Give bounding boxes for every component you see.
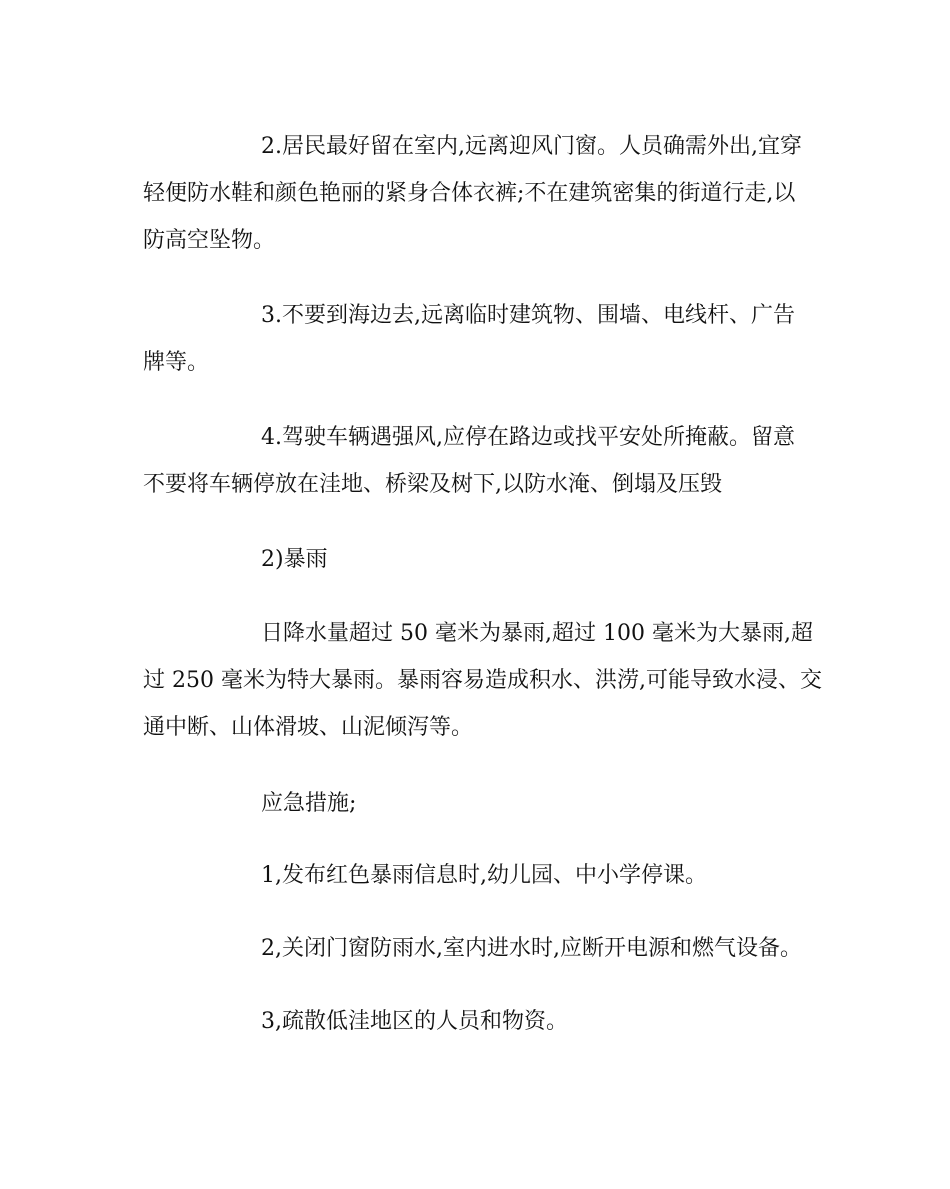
text-line: 4.驾驶车辆遇强风,应停在路边或找平安处所掩蔽。留意 (261, 425, 795, 450)
paragraph-typhoon-item-2 (143, 123, 807, 264)
text-line: 通中断、山体滑坡、山泥倾泻等。 (143, 715, 474, 740)
text-line: 3.不要到海边去,远离临时建筑物、围墙、电线杆、广告 (261, 303, 795, 328)
text-line: 不要将车辆停放在洼地、桥梁及树下,以防水淹、倒塌及压毁 (143, 472, 722, 497)
text-line: 轻便防水鞋和颜色艳丽的紧身合体衣裤;不在建筑密集的街道行走,以 (143, 181, 796, 206)
paragraph-rainstorm-definition (143, 610, 822, 751)
paragraph-measure-3 (143, 998, 807, 1045)
text-line: 2)暴雨 (261, 547, 328, 572)
paragraph-measure-2 (143, 925, 807, 972)
text-line: 2.居民最好留在室内,远离迎风门窗。人员确需外出,宜穿 (261, 134, 802, 159)
paragraph-typhoon-item-4 (143, 414, 807, 508)
text-line: 2,关闭门窗防雨水,室内进水时,应断开电源和燃气设备。 (261, 936, 802, 961)
paragraph-measure-1 (143, 852, 807, 899)
text-line: 防高空坠物。 (143, 228, 276, 253)
text-line: 过 250 毫米为特大暴雨。暴雨容易造成积水、洪涝,可能导致水浸、交 (143, 668, 822, 693)
text-line: 3,疏散低洼地区的人员和物资。 (261, 1009, 568, 1034)
text-line: 牌等。 (143, 350, 210, 375)
text-line: 1,发布红色暴雨信息时,幼儿园、中小学停课。 (261, 863, 707, 888)
text-line: 应急措施; (261, 791, 357, 816)
text-line: 日降水量超过 50 毫米为暴雨,超过 100 毫米为大暴雨,超 (261, 621, 813, 646)
paragraph-typhoon-item-3 (143, 292, 807, 386)
section-heading-rainstorm (143, 536, 807, 583)
paragraph-emergency-measures-heading (143, 780, 807, 827)
